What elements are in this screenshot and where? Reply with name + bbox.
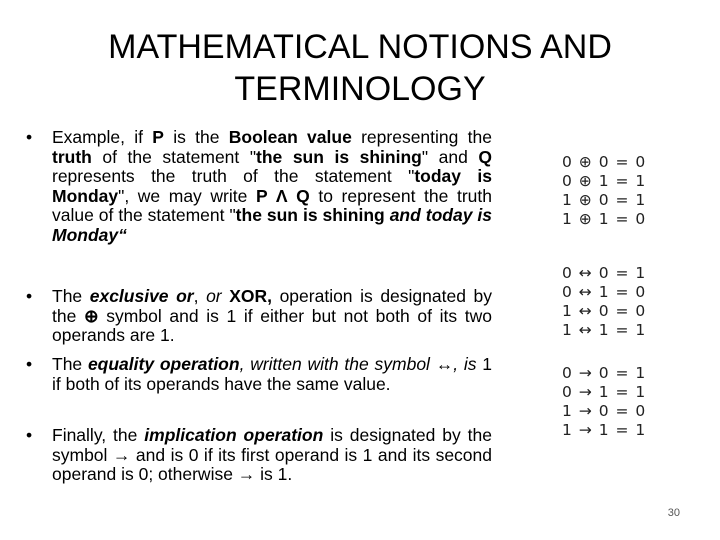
page-number: 30	[667, 507, 680, 519]
implication-row: 1 → 0 = 0	[562, 402, 647, 420]
title-line-2: TERMINOLOGY	[234, 70, 486, 108]
bullet-xor-text: The exclusive or, or XOR, operation is designated by the ⊕ symbol and is 1 if either but not both of its two operands are 1.	[52, 286, 492, 346]
bullet-equality	[26, 355, 492, 394]
xor-row: 1 ⊕ 0 = 1	[562, 191, 647, 209]
equality-row: 1 ↔ 0 = 0	[562, 302, 647, 320]
slide-title	[60, 26, 660, 110]
equality-row: 1 ↔ 1 = 1	[562, 321, 647, 339]
bullet-example-text: Example, if P is the Boolean value representing the truth of the statement "the sun is shining" and Q represents the truth of the statement "today is Monday", we may write P Λ Q to represent the truth value of the statement "the sun is shining and today is Monday“	[52, 127, 493, 245]
xor-symbol: ⊕	[83, 305, 99, 326]
equality-row: 0 ↔ 0 = 1	[562, 264, 647, 282]
xor-row: 1 ⊕ 1 = 0	[562, 210, 647, 228]
bullet-dot: •	[26, 286, 33, 306]
bullet-implication	[26, 426, 492, 485]
bullet-xor	[26, 287, 492, 346]
xor-truth-table	[562, 153, 646, 229]
implication-row: 0 → 0 = 1	[562, 364, 647, 382]
implication-truth-table	[562, 364, 646, 440]
bullet-dot: •	[26, 354, 33, 374]
bullet-dot: •	[26, 425, 33, 445]
title-line-1: MATHEMATICAL NOTIONS AND	[108, 28, 612, 66]
bullet-example	[26, 128, 492, 246]
implication-row: 1 → 1 = 1	[562, 421, 647, 439]
equality-truth-table	[562, 264, 646, 340]
xor-row: 0 ⊕ 1 = 1	[562, 172, 647, 190]
bullet-dot: •	[26, 127, 33, 147]
bullet-implication-text: Finally, the implication operation is designated by the symbol → and is 0 if its first operand is 1 and its second operand is 0; otherwise → is 1.	[52, 425, 493, 485]
bullet-equality-text: The equality operation, written with the symbol ↔, is 1 if both of its operands have the same value.	[52, 354, 492, 394]
implication-row: 0 → 1 = 1	[562, 383, 647, 401]
equality-row: 0 ↔ 1 = 0	[562, 283, 647, 301]
xor-row: 0 ⊕ 0 = 0	[562, 153, 647, 171]
